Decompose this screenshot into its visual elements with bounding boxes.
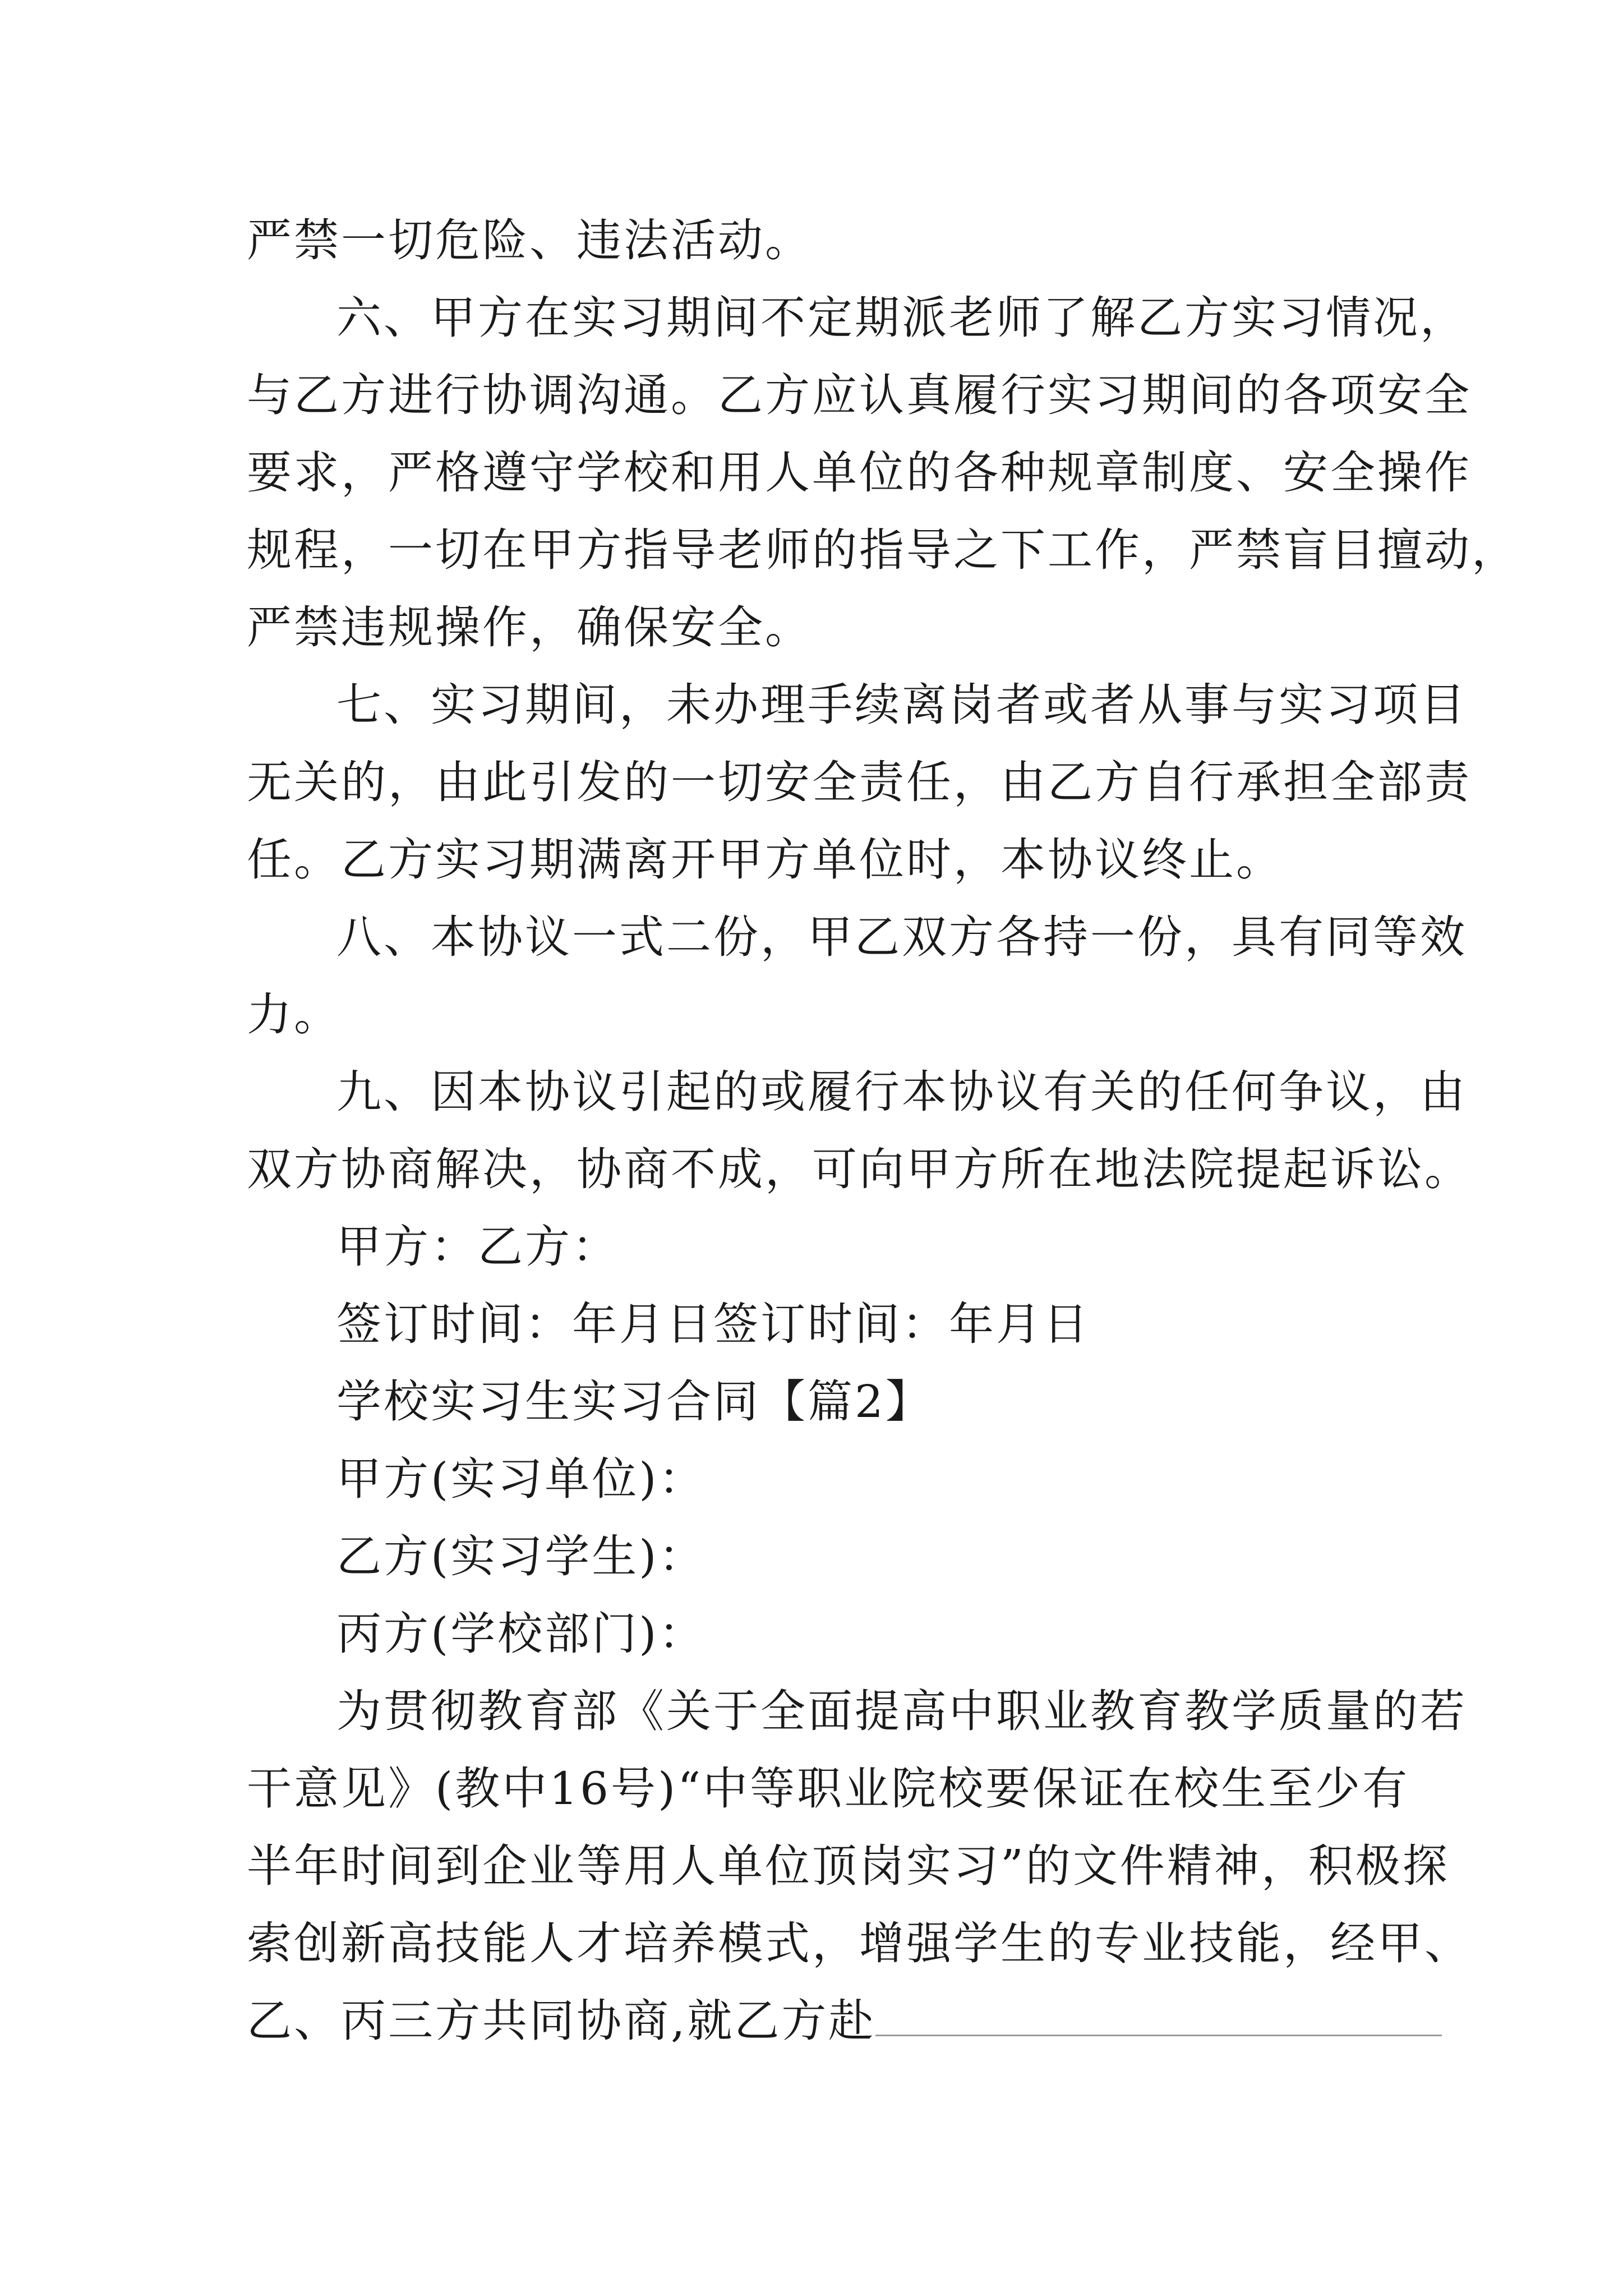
signature-parties-line: 甲方：乙方：	[336, 1221, 619, 1273]
text-line: 半年时间到企业等用人单位顶岗实习”的文件精神，积极探	[247, 1840, 1450, 1892]
text-line: 无关的，由此引发的一切安全责任，由乙方自行承担全部责	[247, 756, 1472, 808]
clause-nine-line: 九、因本协议引起的或履行本协议有关的任何争议，由	[336, 1066, 1467, 1118]
fill-in-blank	[875, 1984, 1442, 2036]
clause-six-line: 六、甲方在实习期间不定期派老师了解乙方实习情况，	[336, 292, 1467, 344]
text-line: 双方协商解决，协商不成，可向甲方所在地法院提起诉讼。	[247, 1143, 1472, 1195]
text-line: 严禁一切危险、违法活动。	[247, 214, 812, 266]
text-line: 索创新高技能人才培养模式，增强学生的专业技能，经甲、	[247, 1917, 1472, 1970]
document-page	[247, 202, 1519, 2060]
final-line-text: 乙、丙三方共同协商,就乙方赴	[247, 1995, 876, 2047]
clause-seven-line: 七、实习期间，未办理手续离岗者或者从事与实习项目	[336, 679, 1467, 731]
text-line: 任。乙方实习期满离开甲方单位时，本协议终止。	[247, 834, 1283, 886]
party-b-line: 乙方(实习学生)：	[336, 1530, 706, 1582]
party-a-line: 甲方(实习单位)：	[336, 1453, 706, 1505]
text-line: 力。	[247, 988, 341, 1041]
signing-date-line: 签订时间：年月日签订时间：年月日	[336, 1298, 1090, 1350]
clause-eight-line: 八、本协议一式二份，甲乙双方各持一份，具有同等效	[336, 911, 1467, 963]
party-c-line: 丙方(学校部门)：	[336, 1608, 706, 1660]
text-line: 规程，一切在甲方指导老师的指导之下工作，严禁盲目擅动，	[247, 524, 1519, 576]
text-line: 干意见》(教中16号)“中等职业院校要保证在校生至少有	[247, 1763, 1410, 1815]
text-line: 要求，严格遵守学校和用人单位的各种规章制度、安全操作	[247, 447, 1472, 499]
section-heading: 学校实习生实习合同【篇2】	[336, 1375, 933, 1428]
text-line: 严禁违规操作，确保安全。	[247, 601, 812, 654]
preamble-line: 为贯彻教育部《关于全面提高中职业教育教学质量的若	[336, 1685, 1467, 1737]
text-line: 与乙方进行协调沟通。乙方应认真履行实习期间的各项安全	[247, 369, 1472, 421]
final-line	[247, 1982, 1385, 2060]
